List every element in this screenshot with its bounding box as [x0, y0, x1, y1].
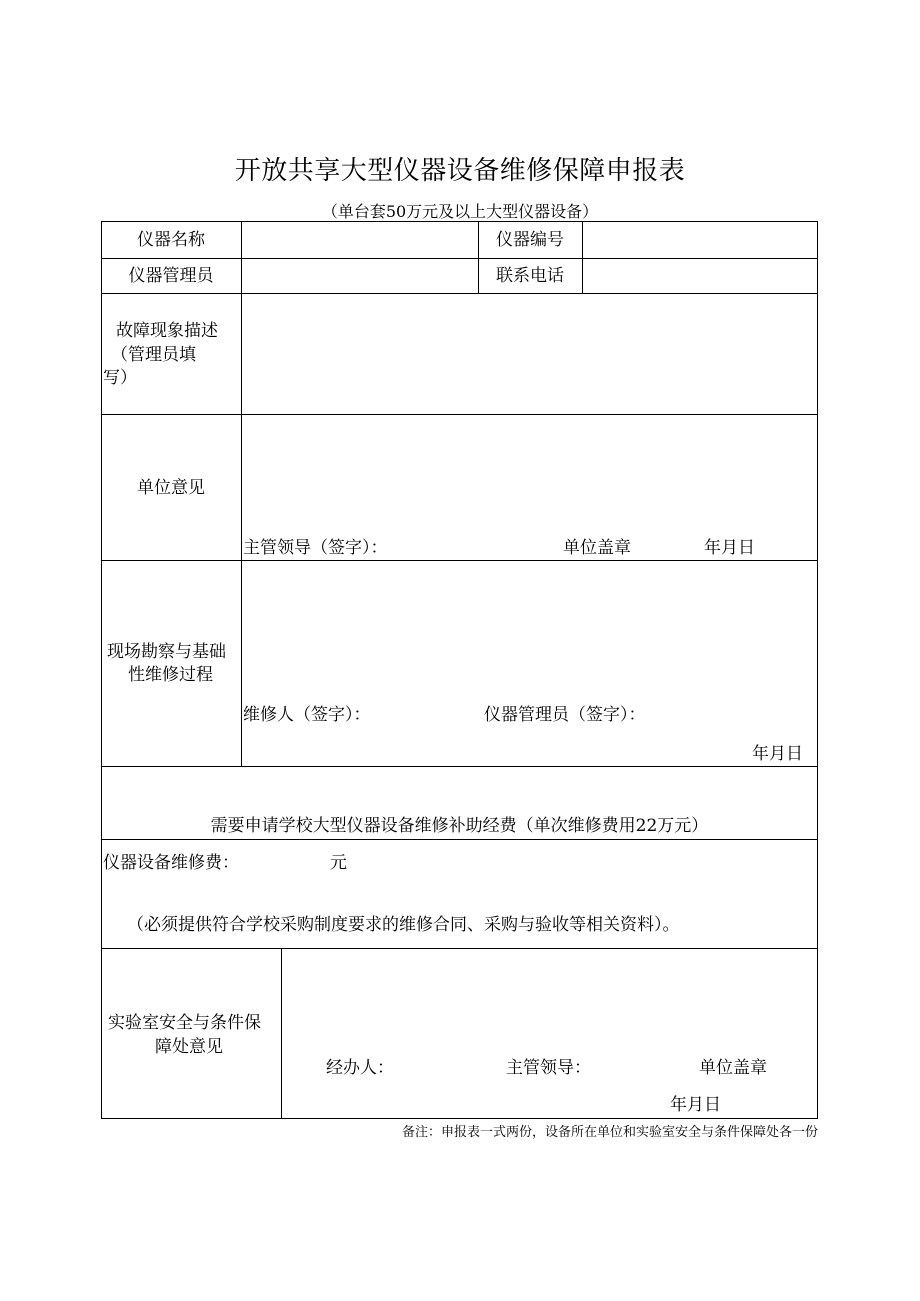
fault-description-label: 故障现象描述 [116, 321, 218, 341]
repair-fee-unit: 元 [330, 853, 347, 873]
table-border-left [101, 221, 102, 1119]
fault-description-label-line2: （管理员填 [111, 345, 196, 365]
instrument-number-label: 仪器编号 [496, 230, 564, 250]
table-border-bottom [101, 1118, 818, 1119]
column-divider [281, 948, 282, 1119]
lab-safety-opinion-label: 实验室安全与条件保 [108, 1013, 261, 1033]
site-survey-date: 年月日 [752, 744, 803, 764]
lab-safety-opinion-label-line2: 障处意见 [155, 1037, 223, 1057]
handler-label: 经办人： [326, 1058, 394, 1078]
subsidy-request-text: 需要申请学校大型仪器设备维修补助经费（单次维修费用22万元） [210, 816, 709, 836]
row-divider [101, 839, 818, 840]
repair-fee-label: 仪器设备维修费： [103, 853, 239, 873]
unit-seal-label: 单位盖章 [563, 538, 631, 558]
column-divider [241, 221, 242, 766]
row-divider [101, 766, 818, 767]
lab-safety-date: 年月日 [670, 1095, 721, 1115]
fault-description-label-line3: 写） [103, 368, 137, 388]
leader-signature-label: 主管领导（签字）： [243, 538, 388, 558]
row-divider [101, 293, 818, 294]
row-divider [101, 948, 818, 949]
application-form-table [101, 221, 818, 1119]
lab-leader-label: 主管领导： [506, 1058, 591, 1078]
instrument-name-label: 仪器名称 [137, 230, 205, 250]
manager-signature-label: 仪器管理员（签字）： [484, 705, 646, 725]
form-title: 开放共享大型仪器设备维修保障申报表 [234, 156, 686, 186]
contact-phone-field[interactable] [586, 265, 814, 287]
table-border-top [101, 221, 818, 222]
repairer-signature-label: 维修人（签字）： [243, 705, 371, 725]
site-survey-label-line2: 性维修过程 [128, 665, 213, 685]
instrument-manager-field[interactable] [245, 265, 475, 287]
column-divider [582, 221, 583, 293]
instrument-name-field[interactable] [245, 229, 475, 251]
instrument-manager-label: 仪器管理员 [128, 266, 214, 286]
footnote: 备注：申报表一式两份，设备所在单位和实验室安全与条件保障处各一份 [401, 1125, 818, 1140]
site-survey-label: 现场勘察与基础 [107, 642, 226, 662]
instrument-number-field[interactable] [586, 229, 814, 251]
documents-requirement: （必须提供符合学校采购制度要求的维修合同、采购与验收等相关资料）。 [127, 915, 680, 935]
row-divider [101, 258, 818, 259]
contact-phone-label: 联系电话 [496, 266, 564, 286]
form-subtitle: （单台套50万元及以上大型仪器设备） [321, 202, 599, 221]
table-border-right [817, 221, 818, 1119]
row-divider [101, 414, 818, 415]
unit-opinion-date: 年月日 [704, 538, 755, 558]
lab-unit-seal-label: 单位盖章 [699, 1058, 767, 1078]
unit-opinion-label: 单位意见 [137, 478, 205, 498]
row-divider [101, 560, 818, 561]
fault-description-field[interactable] [245, 299, 813, 409]
